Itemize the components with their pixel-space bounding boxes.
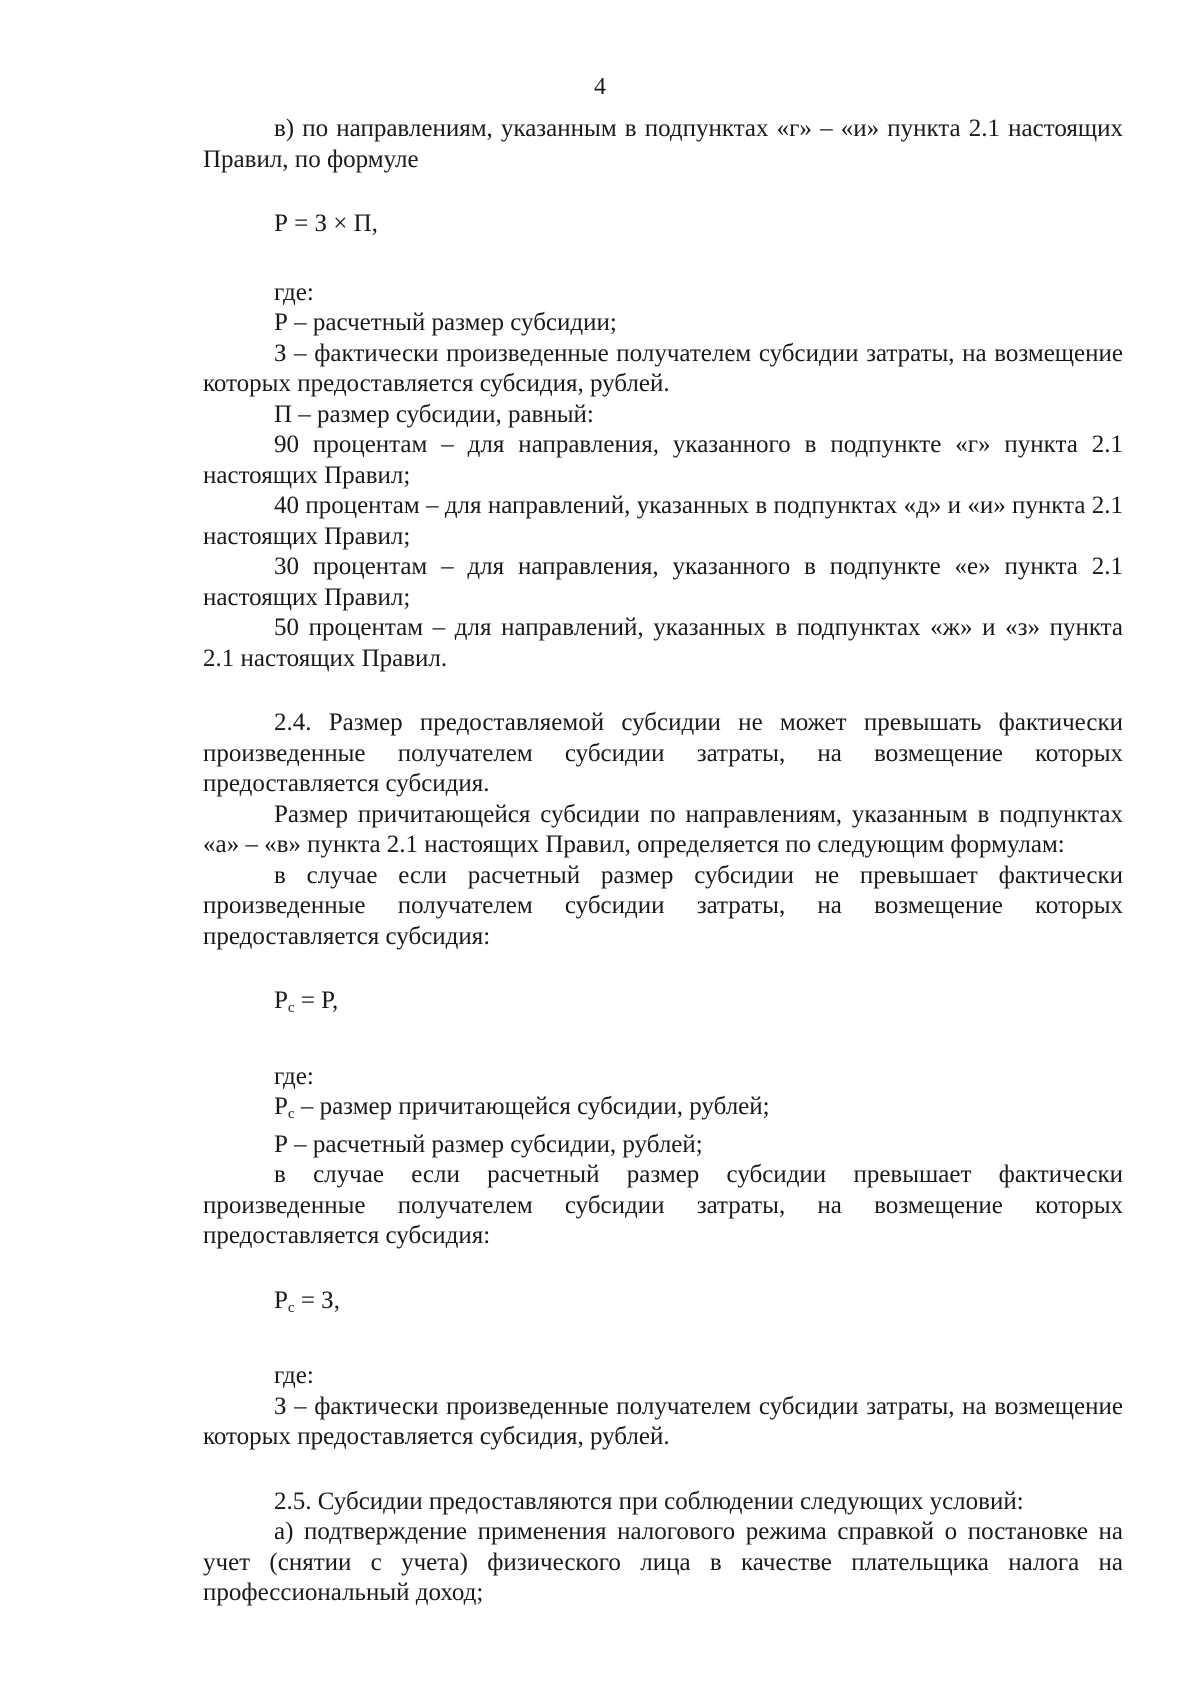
- section-2-4-paragraph: в случае если расчетный размер субсидии не превышает фактически произведенные получателем субсидии затраты, на возмещение которых предоставляется субсидия:: [203, 861, 1123, 950]
- definition-line: Р – расчетный размер субсидии;: [274, 309, 617, 336]
- where-label: где:: [274, 1362, 314, 1389]
- spacer: [203, 1252, 1123, 1286]
- case-paragraph: в случае если расчетный размер субсидии превышает фактически произведенные получателем субсидии затраты, на возмещение которых предоставляется субсидия:: [203, 1161, 1123, 1249]
- definition-line: З – фактически произведенные получателем субсидии затраты, на возмещение которых предоставляется субсидия, рублей.: [203, 1392, 1123, 1450]
- formula-pc-equals-z: [203, 1286, 1123, 1324]
- definition-line: 30 процентам – для направления, указанного в подпункте «е» пункта 2.1 настоящих Правил;: [203, 553, 1123, 611]
- section-2-4-paragraph: Размер причитающейся субсидии по направлениям, указанным в подпунктах «а» – «в» пункта 2.1 настоящих Правил, определяется по следующим формулам:: [203, 800, 1123, 858]
- definition-line: П – размер субсидии, равный:: [274, 400, 594, 428]
- definition-line: 90 процентам – для направления, указанного в подпункте «г» пункта 2.1 настоящих Правил;: [203, 431, 1123, 489]
- spacer: [203, 952, 1123, 986]
- formula-pc-equals-p: [203, 986, 1123, 1024]
- section-2-4-paragraph: 2.4. Размер предоставляемой субсидии не может превышать фактически произведенные получателем субсидии затраты, на возмещение которых предоставляется субсидия.: [203, 709, 1123, 797]
- where-label: где:: [274, 1062, 314, 1090]
- spacer: [203, 1323, 1123, 1361]
- formula-subscript: с: [287, 1299, 295, 1316]
- def-subscript: с: [287, 1106, 295, 1122]
- formula-r-equals: Р = З × П,: [274, 210, 378, 237]
- definition-line: Р – расчетный размер субсидии, рублей;: [274, 1130, 703, 1158]
- section-2-5-paragraph: а) подтверждение применения налогового режима справкой о постановке на учет (снятии с учета) физического лица в качестве плательщика налога на профессиональный доход;: [203, 1518, 1123, 1606]
- intro-paragraph: в) по направлениям, указанным в подпунктах «г» – «и» пункта 2.1 настоящих Правил, по формуле: [203, 115, 1123, 173]
- formula-rest: = Р,: [294, 987, 339, 1014]
- document-body: [203, 114, 1123, 1609]
- spacer: [203, 1453, 1123, 1487]
- section-2-5-paragraph: 2.5. Субсидии предоставляются при соблюдении следующих условий:: [274, 1487, 1024, 1515]
- formula-rest: = З,: [294, 1286, 340, 1314]
- spacer: [203, 1024, 1123, 1062]
- spacer: [203, 175, 1123, 209]
- definition-line: 40 процентам – для направлений, указанных в подпунктах «д» и «и» пункта 2.1 настоящих Правил;: [203, 492, 1123, 550]
- where-label: где:: [274, 278, 314, 306]
- definition-line: З – фактически произведенные получателем субсидии затраты, на возмещение которых предоставляется субсидия, рублей.: [203, 339, 1123, 397]
- definition-line: [203, 1092, 1123, 1130]
- def-rest: – размер причитающейся субсидии, рублей;: [294, 1093, 770, 1120]
- definition-line: 50 процентам – для направлений, указанных в подпунктах «ж» и «з» пункта 2.1 настоящих Правил.: [203, 614, 1123, 672]
- def-base: Р: [274, 1093, 288, 1120]
- page-number: 4: [594, 74, 606, 100]
- formula-base: Р: [274, 1286, 288, 1314]
- spacer: [203, 240, 1123, 278]
- spacer: [203, 674, 1123, 708]
- formula-subscript: с: [287, 1000, 295, 1016]
- formula-base: Р: [274, 987, 288, 1014]
